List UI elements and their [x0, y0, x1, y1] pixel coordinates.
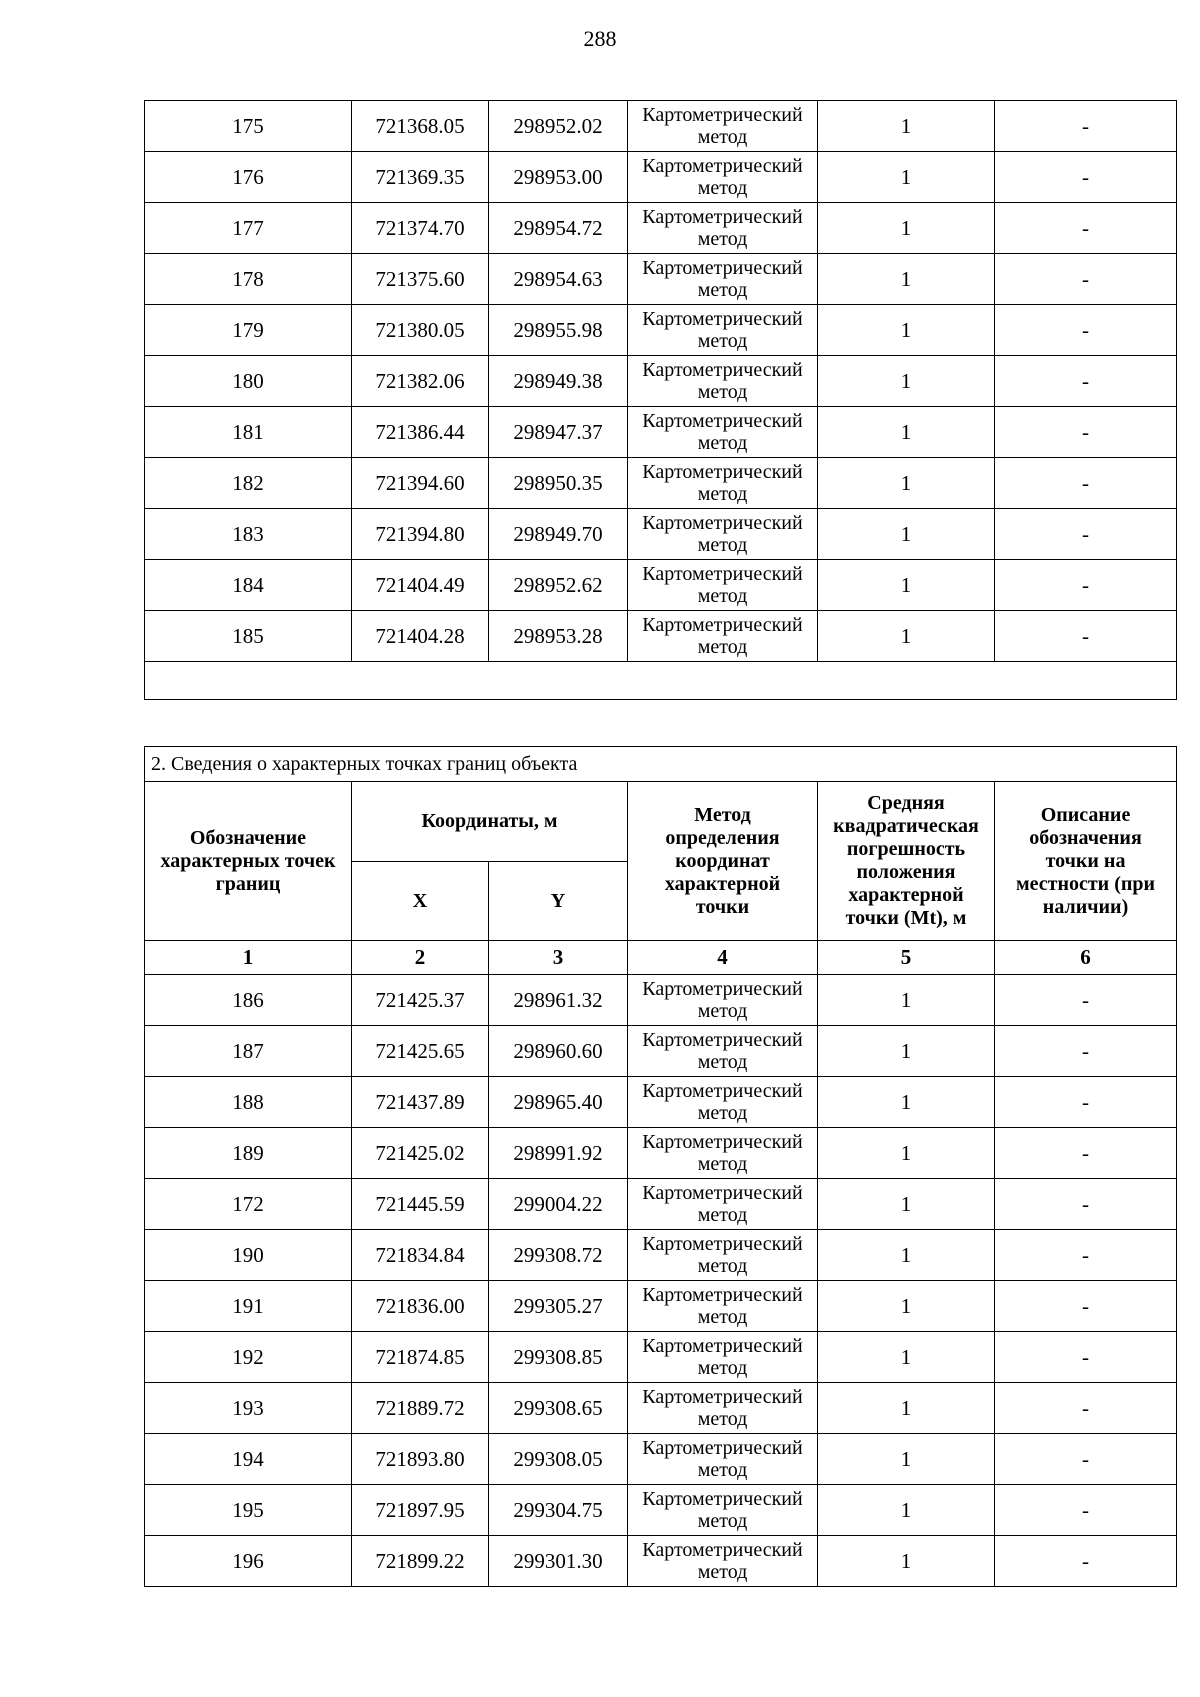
point-cell: 187: [145, 1026, 352, 1077]
text-line: Картометрический: [642, 512, 803, 534]
description-cell: -: [995, 356, 1177, 407]
text-line: Картометрический: [642, 1284, 803, 1306]
column-number: 5: [818, 941, 995, 975]
error-cell: 1: [818, 254, 995, 305]
y-coordinate-cell: 298949.38: [489, 356, 628, 407]
point-cell: 183: [145, 509, 352, 560]
table-row: [145, 407, 1177, 458]
description-cell: -: [995, 254, 1177, 305]
description-cell: -: [995, 458, 1177, 509]
description-cell: -: [995, 1128, 1177, 1179]
description-cell: -: [995, 1485, 1177, 1536]
header-description: [995, 782, 1177, 941]
description-cell: -: [995, 1230, 1177, 1281]
text-line: наличии): [1042, 895, 1129, 918]
point-cell: 188: [145, 1077, 352, 1128]
point-cell: 179: [145, 305, 352, 356]
x-coordinate-cell: 721374.70: [352, 203, 489, 254]
text-line: метод: [697, 126, 748, 148]
text-line: Картометрический: [642, 1335, 803, 1357]
text-line: определения: [665, 826, 780, 849]
text-line: Картометрический: [642, 155, 803, 177]
x-coordinate-cell: 721382.06: [352, 356, 489, 407]
text-line: метод: [697, 1357, 748, 1379]
text-line: метод: [697, 534, 748, 556]
text-line: Картометрический: [642, 563, 803, 585]
y-coordinate-cell: 298954.63: [489, 254, 628, 305]
x-coordinate-cell: 721425.37: [352, 975, 489, 1026]
text-line: границ: [215, 872, 281, 895]
text-line: метод: [697, 483, 748, 505]
text-line: Картометрический: [642, 1131, 803, 1153]
text-line: метод: [697, 1459, 748, 1481]
x-coordinate-cell: 721889.72: [352, 1383, 489, 1434]
method-cell: [628, 458, 818, 509]
error-cell: 1: [818, 305, 995, 356]
text-line: Картометрический: [642, 978, 803, 1000]
text-line: метод: [697, 1102, 748, 1124]
method-cell: [628, 356, 818, 407]
method-cell: [628, 611, 818, 662]
text-line: метод: [697, 1204, 748, 1226]
text-line: Картометрический: [642, 410, 803, 432]
text-line: координат: [675, 849, 770, 872]
y-coordinate-cell: 298950.35: [489, 458, 628, 509]
table-row: [145, 560, 1177, 611]
error-cell: 1: [818, 1332, 995, 1383]
point-cell: 191: [145, 1281, 352, 1332]
y-coordinate-cell: 298955.98: [489, 305, 628, 356]
y-coordinate-cell: 298947.37: [489, 407, 628, 458]
column-number: 4: [628, 941, 818, 975]
x-coordinate-cell: 721899.22: [352, 1536, 489, 1587]
point-cell: 193: [145, 1383, 352, 1434]
section-title: 2. Сведения о характерных точках границ объекта: [145, 747, 1177, 782]
column-number: 1: [145, 941, 352, 975]
table-row: [145, 1128, 1177, 1179]
header-x: X: [352, 862, 489, 941]
error-cell: 1: [818, 611, 995, 662]
text-line: характерных точек: [160, 849, 336, 872]
error-cell: 1: [818, 509, 995, 560]
text-line: Картометрический: [642, 1488, 803, 1510]
point-cell: 189: [145, 1128, 352, 1179]
text-line: Обозначение: [189, 826, 307, 849]
y-coordinate-cell: 298949.70: [489, 509, 628, 560]
error-cell: 1: [818, 407, 995, 458]
empty-row: [145, 662, 1177, 700]
method-cell: [628, 1230, 818, 1281]
y-coordinate-cell: 299305.27: [489, 1281, 628, 1332]
description-cell: -: [995, 305, 1177, 356]
error-cell: 1: [818, 1230, 995, 1281]
x-coordinate-cell: 721874.85: [352, 1332, 489, 1383]
error-cell: 1: [818, 203, 995, 254]
text-line: Картометрический: [642, 257, 803, 279]
description-cell: -: [995, 1383, 1177, 1434]
table-row: [145, 101, 1177, 152]
method-cell: [628, 1332, 818, 1383]
column-number: 3: [489, 941, 628, 975]
method-cell: [628, 975, 818, 1026]
text-line: Картометрический: [642, 1386, 803, 1408]
description-cell: -: [995, 1332, 1177, 1383]
method-cell: [628, 1128, 818, 1179]
error-cell: 1: [818, 1281, 995, 1332]
y-coordinate-cell: 298952.02: [489, 101, 628, 152]
method-cell: [628, 1383, 818, 1434]
text-line: метод: [697, 330, 748, 352]
text-line: Картометрический: [642, 614, 803, 636]
text-line: точки на: [1045, 849, 1126, 872]
method-cell: [628, 101, 818, 152]
text-line: Картометрический: [642, 1182, 803, 1204]
page-number: 288: [583, 26, 617, 51]
table-row: [145, 1536, 1177, 1587]
error-cell: 1: [818, 458, 995, 509]
method-cell: [628, 407, 818, 458]
header-error: [818, 782, 995, 941]
text-line: характерной: [848, 884, 964, 906]
text-line: точки (Mt), м: [845, 907, 967, 929]
description-cell: -: [995, 101, 1177, 152]
text-line: точки: [695, 895, 750, 918]
x-coordinate-cell: 721836.00: [352, 1281, 489, 1332]
text-line: метод: [697, 177, 748, 199]
method-cell: [628, 254, 818, 305]
y-coordinate-cell: 298991.92: [489, 1128, 628, 1179]
error-cell: 1: [818, 101, 995, 152]
text-line: Картометрический: [642, 104, 803, 126]
error-cell: 1: [818, 1179, 995, 1230]
table-row: [145, 1434, 1177, 1485]
boundary-points-table: [144, 746, 1177, 1587]
x-coordinate-cell: 721445.59: [352, 1179, 489, 1230]
table-row: [145, 458, 1177, 509]
method-cell: [628, 1026, 818, 1077]
point-cell: 192: [145, 1332, 352, 1383]
error-cell: 1: [818, 356, 995, 407]
text-line: метод: [697, 1255, 748, 1277]
text-line: метод: [697, 1153, 748, 1175]
error-cell: 1: [818, 1077, 995, 1128]
table-row: [145, 1179, 1177, 1230]
table-row: [145, 1077, 1177, 1128]
table2-header: [145, 747, 1177, 975]
method-cell: [628, 1281, 818, 1332]
error-cell: 1: [818, 975, 995, 1026]
text-line: Картометрический: [642, 1233, 803, 1255]
y-coordinate-cell: 299308.72: [489, 1230, 628, 1281]
point-cell: 182: [145, 458, 352, 509]
text-line: метод: [697, 228, 748, 250]
point-cell: 195: [145, 1485, 352, 1536]
point-cell: 178: [145, 254, 352, 305]
text-line: Картометрический: [642, 1437, 803, 1459]
y-coordinate-cell: 299301.30: [489, 1536, 628, 1587]
x-coordinate-cell: 721834.84: [352, 1230, 489, 1281]
text-line: Картометрический: [642, 1539, 803, 1561]
description-cell: -: [995, 509, 1177, 560]
point-cell: 194: [145, 1434, 352, 1485]
description-cell: -: [995, 611, 1177, 662]
y-coordinate-cell: 298952.62: [489, 560, 628, 611]
y-coordinate-cell: 298961.32: [489, 975, 628, 1026]
method-cell: [628, 1485, 818, 1536]
text-line: квадратическая: [833, 815, 979, 837]
error-cell: 1: [818, 560, 995, 611]
text-line: Картометрический: [642, 461, 803, 483]
text-line: Картометрический: [642, 308, 803, 330]
error-cell: 1: [818, 1536, 995, 1587]
table-row: [145, 1026, 1177, 1077]
table-row: [145, 1332, 1177, 1383]
table-row: [145, 203, 1177, 254]
description-cell: -: [995, 1281, 1177, 1332]
table-row: [145, 305, 1177, 356]
text-line: Картометрический: [642, 206, 803, 228]
text-line: характерной: [664, 872, 781, 895]
table-row: [145, 254, 1177, 305]
method-cell: [628, 509, 818, 560]
description-cell: -: [995, 1077, 1177, 1128]
y-coordinate-cell: 299308.85: [489, 1332, 628, 1383]
method-cell: [628, 1434, 818, 1485]
table-row: [145, 611, 1177, 662]
table2-body: [145, 975, 1177, 1587]
text-line: обозначения: [1029, 826, 1142, 849]
method-cell: [628, 152, 818, 203]
x-coordinate-cell: 721425.02: [352, 1128, 489, 1179]
x-coordinate-cell: 721375.60: [352, 254, 489, 305]
error-cell: 1: [818, 1383, 995, 1434]
method-cell: [628, 305, 818, 356]
description-cell: -: [995, 1179, 1177, 1230]
empty-cell: [145, 662, 1177, 700]
point-cell: 175: [145, 101, 352, 152]
column-number: 6: [995, 941, 1177, 975]
x-coordinate-cell: 721893.80: [352, 1434, 489, 1485]
method-cell: [628, 203, 818, 254]
description-cell: -: [995, 1434, 1177, 1485]
table-row: [145, 1485, 1177, 1536]
y-coordinate-cell: 298960.60: [489, 1026, 628, 1077]
y-coordinate-cell: 299004.22: [489, 1179, 628, 1230]
table-row: [145, 1281, 1177, 1332]
x-coordinate-cell: 721425.65: [352, 1026, 489, 1077]
point-cell: 186: [145, 975, 352, 1026]
point-cell: 176: [145, 152, 352, 203]
text-line: положения: [856, 861, 956, 883]
coordinates-table-continued: [144, 100, 1177, 700]
text-line: метод: [697, 381, 748, 403]
y-coordinate-cell: 299308.65: [489, 1383, 628, 1434]
table-row: [145, 356, 1177, 407]
method-cell: [628, 560, 818, 611]
y-coordinate-cell: 298954.72: [489, 203, 628, 254]
text-line: метод: [697, 1306, 748, 1328]
description-cell: -: [995, 975, 1177, 1026]
text-line: метод: [697, 1000, 748, 1022]
point-cell: 180: [145, 356, 352, 407]
text-line: метод: [697, 1561, 748, 1583]
text-line: Картометрический: [642, 1029, 803, 1051]
table-row: [145, 509, 1177, 560]
x-coordinate-cell: 721386.44: [352, 407, 489, 458]
description-cell: -: [995, 1026, 1177, 1077]
table1-body: [145, 101, 1177, 700]
text-line: Картометрический: [642, 359, 803, 381]
point-cell: 172: [145, 1179, 352, 1230]
method-cell: [628, 1077, 818, 1128]
text-line: Описание: [1040, 803, 1131, 826]
error-cell: 1: [818, 1128, 995, 1179]
text-line: метод: [697, 1510, 748, 1532]
description-cell: -: [995, 203, 1177, 254]
method-cell: [628, 1536, 818, 1587]
text-line: Средняя: [867, 792, 945, 814]
header-y: Y: [489, 862, 628, 941]
text-line: метод: [697, 1408, 748, 1430]
method-cell: [628, 1179, 818, 1230]
header-point-designation: [145, 782, 352, 941]
text-line: местности (при: [1016, 872, 1156, 895]
y-coordinate-cell: 299308.05: [489, 1434, 628, 1485]
x-coordinate-cell: 721394.80: [352, 509, 489, 560]
table-row: [145, 1383, 1177, 1434]
point-cell: 185: [145, 611, 352, 662]
text-line: метод: [697, 585, 748, 607]
x-coordinate-cell: 721404.28: [352, 611, 489, 662]
description-cell: -: [995, 560, 1177, 611]
description-cell: -: [995, 152, 1177, 203]
x-coordinate-cell: 721394.60: [352, 458, 489, 509]
x-coordinate-cell: 721380.05: [352, 305, 489, 356]
x-coordinate-cell: 721437.89: [352, 1077, 489, 1128]
text-line: метод: [697, 1051, 748, 1073]
table-row: [145, 1230, 1177, 1281]
y-coordinate-cell: 298965.40: [489, 1077, 628, 1128]
text-line: погрешность: [846, 838, 966, 860]
error-cell: 1: [818, 1026, 995, 1077]
text-line: метод: [697, 636, 748, 658]
x-coordinate-cell: 721404.49: [352, 560, 489, 611]
y-coordinate-cell: 299304.75: [489, 1485, 628, 1536]
header-method: [628, 782, 818, 941]
text-line: метод: [697, 279, 748, 301]
point-cell: 196: [145, 1536, 352, 1587]
error-cell: 1: [818, 152, 995, 203]
y-coordinate-cell: 298953.28: [489, 611, 628, 662]
header-coordinates: Координаты, м: [352, 782, 628, 862]
point-cell: 190: [145, 1230, 352, 1281]
text-line: Картометрический: [642, 1080, 803, 1102]
description-cell: -: [995, 1536, 1177, 1587]
error-cell: 1: [818, 1485, 995, 1536]
table-row: [145, 975, 1177, 1026]
point-cell: 184: [145, 560, 352, 611]
description-cell: -: [995, 407, 1177, 458]
x-coordinate-cell: 721897.95: [352, 1485, 489, 1536]
table-row: [145, 152, 1177, 203]
text-line: Метод: [694, 803, 751, 826]
error-cell: 1: [818, 1434, 995, 1485]
x-coordinate-cell: 721368.05: [352, 101, 489, 152]
text-line: метод: [697, 432, 748, 454]
y-coordinate-cell: 298953.00: [489, 152, 628, 203]
x-coordinate-cell: 721369.35: [352, 152, 489, 203]
column-number: 2: [352, 941, 489, 975]
point-cell: 177: [145, 203, 352, 254]
point-cell: 181: [145, 407, 352, 458]
